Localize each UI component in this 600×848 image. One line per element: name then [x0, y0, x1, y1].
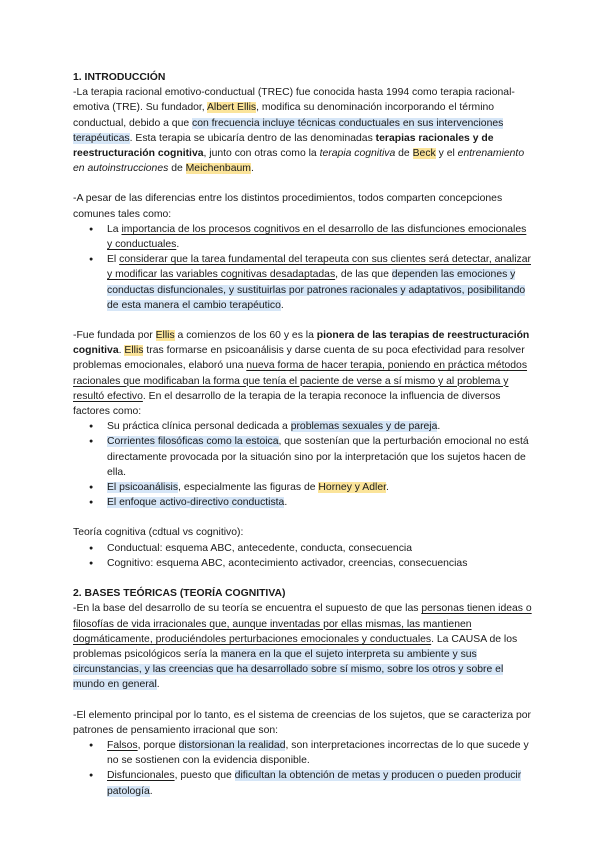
- intro-paragraph-2: -A pesar de las diferencias entre los distintos procedimientos, todos comparten concepciones comunes tales como:: [73, 193, 503, 220]
- list-item: ● El psicoanálisis, especialmente las figuras de Horney y Adler.: [107, 480, 533, 495]
- list-item: ● Disfuncionales, puesto que dificultan la obtención de metas y producen o pueden producir patología.: [107, 768, 533, 798]
- list-item: ● Su práctica clínica personal dedicada a problemas sexuales y de pareja.: [107, 419, 533, 434]
- influences-list: [73, 419, 533, 510]
- bold-rational-therapies: terapias racionales y de reestructuración cognitiva: [73, 132, 494, 160]
- section-1-heading: 1. INTRODUCCIÓN: [73, 72, 166, 83]
- highlight-horney-adler: Horney y Adler: [318, 482, 386, 494]
- common-concepts-list: [73, 222, 533, 313]
- highlight-beck: Beck: [412, 148, 436, 160]
- theory-paragraph-1: -En la base del desarrollo de su teoría se encuentra el supuesto de que las personas tienen ideas o filosofías de vida irracionales que, aunque inventadas por ellas mismas, las mantienen dogmáticamente, produciéndoles perturbaciones emocionales y conductuales. La CAUSA de los problemas psicológicos sería la manera en la que el sujeto interpreta su ambiente y sus circunstancias, y las creencias que ha desarrollado sobre sí mismo, sobre los otros y sobre el mundo en general.: [73, 603, 532, 691]
- list-item: ● Falsos, porque distorsionan la realidad, son interpretaciones incorrectas de lo que sucede y no se sostienen con la evidencia disponible.: [107, 738, 533, 768]
- highlight-conductual-techniques: con frecuencia incluye técnicas conductuales en sus intervenciones terapéuticas: [73, 117, 504, 144]
- highlight-ellis: Ellis: [124, 345, 144, 357]
- highlight-albert-ellis: Albert Ellis: [207, 102, 257, 114]
- list-item: ● El enfoque activo-directivo conductista.: [107, 495, 533, 510]
- list-item: ● El considerar que la tarea fundamental del terapeuta con sus clientes será detectar, analizar y modificar las variables cognitivas desadaptadas, de las que dependen las emociones y conductas disfuncionales, y sustituirlas por patrones racionales y adaptativos, posibilitando de esta manera el cambio terapéutico.: [107, 252, 533, 313]
- cognitive-theory-note: Teoría cognitiva (cdtual vs cognitivo):: [73, 527, 244, 539]
- abc-schema-list: [73, 541, 533, 571]
- highlight-ellis: Ellis: [155, 330, 175, 342]
- section-2-heading: 2. BASES TEÓRICAS (TEORÍA COGNITIVA): [73, 588, 286, 600]
- list-item: ● La importancia de los procesos cognitivos en el desarrollo de las disfunciones emocionales y conductuales.: [107, 222, 533, 252]
- list-item: ● Cognitivo: esquema ABC, acontecimiento activador, creencias, consecuencias: [107, 556, 533, 571]
- theory-paragraph-2: -El elemento principal por lo tanto, es el sistema de creencias de los sujetos, que se caracteriza por patrones de pensamiento irracional que son:: [73, 709, 531, 736]
- irrational-beliefs-list: [73, 738, 533, 799]
- intro-paragraph-3: -Fue fundada por Ellis a comienzos de los 60 y es la pionera de las terapias de reestructuración cognitiva. Ellis tras formarse en psicoanálisis y darse cuenta de su poca efectividad para resolver problemas emocionales, elaboró una nueva forma de hacer terapia, poniendo en práctica métodos racionales que modificaban la forma que tenía el paciente de verse a sí mismo y al problema y resultó efectivo. En el desarrollo de la terapia de la terapia reconoce la influencia de diversos factores como:: [73, 330, 530, 418]
- list-item: ● Conductual: esquema ABC, antecedente, conducta, consecuencia: [107, 541, 533, 556]
- document-page: [73, 70, 533, 799]
- intro-paragraph-1: -La terapia racional emotivo-conductual (TREC) fue conocida hasta 1994 como terapia racional-emotiva (TRE). Su fundador, Albert Ellis, modifica su denominación incorporando el término conductual, debido a que con frecuencia incluye técnicas conductuales en sus intervenciones terapéuticas. Esta terapia se ubicaría dentro de las denominadas terapias racionales y de reestructuración cognitiva, junto con otras como la terapia cognitiva de Beck y el entrenamiento en autoinstrucciones de Meichenbaum.: [73, 87, 525, 175]
- highlight-meichenbaum: Meichenbaum: [185, 163, 251, 175]
- list-item: ● Corrientes filosóficas como la estoica, que sostenían que la perturbación emocional no está directamente provocada por la situación sino por la interpretación que los sujetos hacen de ella.: [107, 434, 533, 480]
